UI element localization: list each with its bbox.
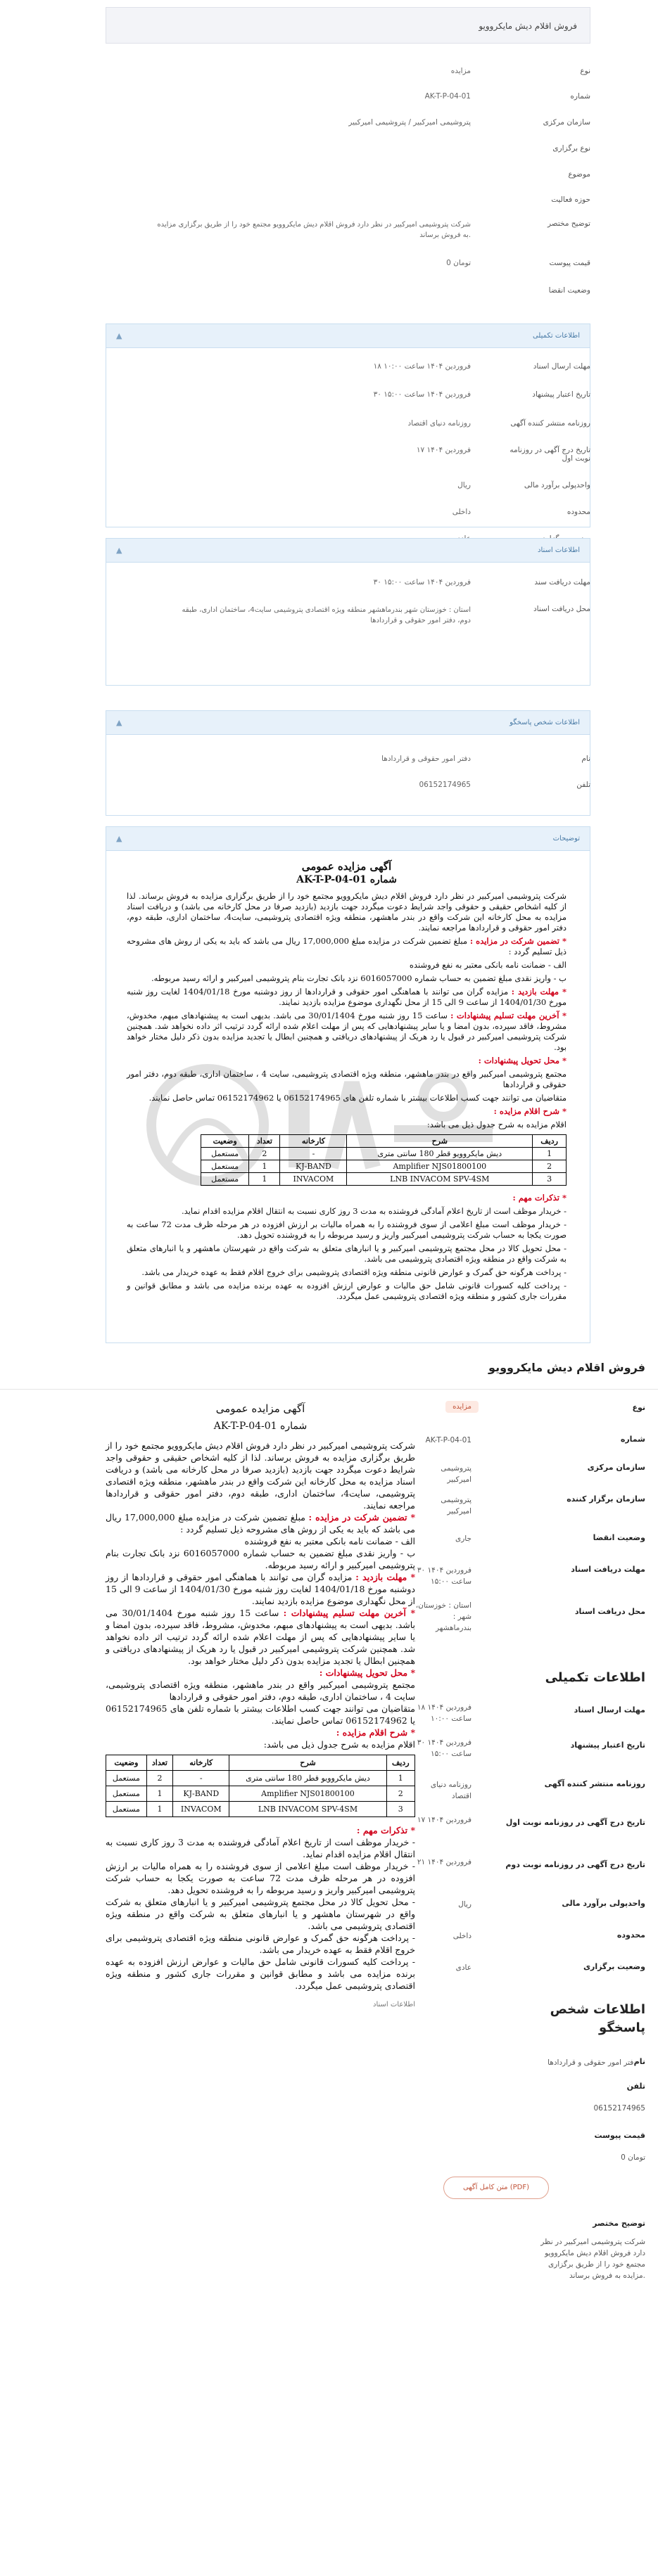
- type-badge: مزایده: [445, 1401, 479, 1413]
- notes-important-title: * تذکرات مهم :: [356, 1825, 415, 1835]
- footer-docs-label: اطلاعات اسناد: [373, 2001, 415, 2008]
- mobile-label: سازمان مرکزی: [587, 1463, 645, 1472]
- place-title: * محل تحویل پیشنهادات :: [319, 1667, 415, 1678]
- chevron-up-icon[interactable]: ▲: [116, 331, 122, 340]
- mobile-value: پتروشیمی امیرکبیر: [441, 1496, 472, 1516]
- page-title: فروش اقلام دیش مایکروویو: [479, 21, 577, 31]
- table-header: کارخانه: [280, 1135, 347, 1148]
- mobile-label: سازمان برگزار کننده: [567, 1494, 645, 1504]
- table-cell: 1: [249, 1173, 280, 1186]
- mobile-value: پتروشیمی امیرکبیر: [441, 1464, 472, 1484]
- table-header: تعداد: [146, 1755, 172, 1771]
- table-cell: 1: [146, 1786, 172, 1802]
- guarantee-text: مبلغ تضمین شرکت در مزایده مبلغ 17,000,000 ریال می باشد که باید به یکی از روش های مشروحه ذیل تسلیم گردد :: [106, 1512, 415, 1534]
- mobile-value: عادی: [455, 1963, 472, 1972]
- mobile-title: فروش اقلام دیش مایکروویو: [488, 1361, 645, 1374]
- table-cell: -: [173, 1771, 229, 1786]
- detail-label: شماره: [570, 92, 590, 101]
- mobile-label: تاریخ درج آگهی در روزنامه نوبت اول: [505, 1818, 645, 1827]
- extra-value: روزنامه دنیای اقتصاد: [407, 419, 471, 428]
- table-cell: 2: [146, 1771, 172, 1786]
- mobile-value: ۱۷ فروردین ۱۴۰۴: [417, 1816, 472, 1824]
- table-cell: 1: [146, 1802, 172, 1817]
- extra-info-title: اطلاعات تکمیلی: [532, 332, 580, 340]
- docs-value: استان : خوزستان شهر بندرماهشهر منطقه ویژه اقتصادی پتروشیمی سایت4، ساختمان اداری، طبقه دوم، دفتر امور حقوقی و قراردادها: [182, 606, 471, 624]
- items-table: [106, 1755, 415, 1817]
- notes-title: توضیحات: [552, 835, 580, 842]
- chevron-up-icon[interactable]: ▲: [116, 718, 122, 727]
- mobile-value: داخلی: [453, 1932, 472, 1940]
- contact-text: متقاضیان می توانند جهت کسب اطلاعات بیشتر با شماره تلفن های 06152174965 یا 06152174962 تماس حاصل نمایند.: [106, 1703, 415, 1726]
- note-item: - پرداخت هرگونه حق گمرک و عوارض قانونی منطقه ویژه اقتصادی پتروشیمی برای خروج اقلام فقط به عهده خریدار می باشد.: [106, 1933, 415, 1955]
- guarantee-b: ب - واریز نقدی مبلغ تضمین به حساب شماره 6016057000 نزد بانک تجارت بنام پتروشیمی امیرکبیر و ارائه رسید مربوطه.: [106, 1548, 415, 1570]
- items-subtitle: اقلام مزایده به شرح جدول ذیل می باشد:: [263, 1739, 415, 1750]
- extra-label: روزنامه منتشر کننده آگهی: [510, 419, 590, 428]
- docs-label: محل دریافت اسناد: [533, 605, 590, 613]
- contact-label: نام: [581, 755, 590, 763]
- table-cell: LNB INVACOM SPV-4SM: [347, 1173, 533, 1186]
- mobile-label: تاریخ درج آگهی در روزنامه نوبت دوم: [505, 1860, 645, 1869]
- note-item: - خریدار موظف است مبلغ اعلامی از سوی فروشنده را به همراه مالیات بر ارزش افزوده در هر مرحله ظرف مدت 72 ساعت به صورت یکجا به حساب شرکت پتروشیمی امیرکبیر واریز و رسید مربوطه را به فروشنده تحویل دهد.: [127, 1219, 567, 1240]
- docs-row: [106, 605, 590, 626]
- detail-row-subject: [106, 170, 590, 181]
- announcement-title: آگهی مزایده عمومی: [215, 1402, 305, 1415]
- table-cell: مستعمل: [106, 1802, 147, 1817]
- table-header: شرح: [229, 1755, 386, 1771]
- mobile-value: دفتر امور حقوقی و قراردادها: [548, 2058, 637, 2067]
- table-header: ردیف: [533, 1135, 567, 1148]
- mobile-extra-title: اطلاعات تکمیلی: [545, 1670, 645, 1685]
- contact-text: متقاضیان می توانند جهت کسب اطلاعات بیشتر با شماره تلفن های 06152174965 یا 06152174962 تماس حاصل نمایند.: [148, 1093, 567, 1103]
- detail-label: نوع برگزاری: [552, 144, 590, 153]
- mobile-label: وضعیت انقضا: [593, 1533, 645, 1542]
- divider: [0, 1389, 658, 1390]
- table-cell: مستعمل: [201, 1173, 249, 1186]
- extra-label: واحدپولی برآورد مالی: [524, 481, 590, 489]
- note-item: - خریدار موظف است مبلغ اعلامی از سوی فروشنده را به همراه مالیات بر ارزش افزوده در هر مرحله ظرف مدت 72 ساعت به صورت یکجا به حساب شرکت پتروشیمی امیرکبیر واریز و رسید مربوطه را به فروشنده تحویل دهد.: [106, 1861, 416, 1895]
- extra-label: تاریخ اعتبار پیشنهاد: [532, 390, 590, 399]
- detail-label: موضوع: [568, 170, 590, 179]
- place-text: مجتمع پتروشیمی امیرکبیر واقع در بندر ماهشهر، منطقه ویژه اقتصادی پتروشیمی، سایت 4 ، ساختمان اداری، طبقه دوم، دفتر امور حقوقی و قراردادها: [127, 1069, 567, 1089]
- detail-label: توضیح مختصر: [547, 219, 590, 228]
- table-cell: LNB INVACOM SPV-4SM: [229, 1802, 386, 1817]
- table-header: تعداد: [249, 1135, 280, 1148]
- detail-label: سازمان مرکزی: [543, 118, 590, 127]
- extra-value: ریال: [457, 481, 471, 489]
- table-cell: دیش مایکروویو قطر 180 سانتی متری: [229, 1771, 386, 1786]
- table-header: شرح: [347, 1135, 533, 1148]
- table-cell: مستعمل: [106, 1786, 147, 1802]
- detail-value: پتروشیمی امیرکبیر / پتروشیمی امیرکبیر: [348, 118, 471, 127]
- detail-row-field: [106, 196, 590, 207]
- detail-row-number: [106, 92, 590, 103]
- docs-header[interactable]: [106, 539, 590, 563]
- table-cell: 2: [386, 1786, 415, 1802]
- table-cell: 2: [249, 1148, 280, 1160]
- detail-label: وضعیت انقضا: [548, 286, 590, 295]
- table-row: [201, 1173, 567, 1186]
- table-header: وضعیت: [106, 1755, 147, 1771]
- visit-text: مزایده گران می توانند با هماهنگی امور حقوقی و قراردادها از روز دوشنبه مورخ 1404/01/18 لغایت روز شنبه مورخ 1404/01/30 از ساعت 9 الی 15 از محل نگهداری موضوع مزایده بازدید نمایند.: [106, 1572, 415, 1606]
- mobile-value: جاری: [455, 1534, 472, 1543]
- note-item: - پرداخت کلیه کسورات قانونی شامل حق مالیات و عوارض ارزش افزوده به عهده برنده مزایده می باشد و مطابق قوانین و مقررات جاری کشور و منطقه ویژه اقتصادی پتروشیمی عمل میگردد.: [127, 1281, 567, 1301]
- detail-value: AK-T-P-04-01: [424, 92, 471, 101]
- place-text: مجتمع پتروشیمی امیرکبیر واقع در بندر ماهشهر، منطقه ویژه اقتصادی پتروشیمی، سایت 4 ، ساختمان اداری، طبقه دوم، دفتر امور حقوقی و قراردادها: [106, 1679, 415, 1702]
- table-cell: 2: [533, 1160, 567, 1173]
- detail-label: حوزه فعالیت: [551, 196, 590, 204]
- docs-label: مهلت دریافت سند: [534, 578, 590, 587]
- extra-label: مهلت ارسال اسناد: [533, 362, 590, 371]
- guarantee-title: * تضمین شرکت در مزایده :: [308, 1512, 415, 1523]
- table-cell: دیش مایکروویو قطر 180 سانتی متری: [347, 1148, 533, 1160]
- guarantee-title: * تضمین شرکت در مزایده :: [469, 936, 567, 946]
- contact-value: 06152174965: [419, 781, 471, 789]
- guarantee-b: ب - واریز نقدی مبلغ تضمین به حساب شماره 6016057000 نزد بانک تجارت بنام پتروشیمی امیرکبیر و ارائه رسید مربوطه.: [151, 973, 567, 983]
- extra-value: ۱۷ فروردین ۱۴۰۴: [416, 446, 471, 454]
- table-header: ردیف: [386, 1755, 415, 1771]
- table-cell: مستعمل: [106, 1771, 147, 1786]
- detail-row-type: [106, 67, 590, 78]
- detail-label: قیمت پیوست: [549, 259, 590, 267]
- table-header: وضعیت: [201, 1135, 249, 1148]
- mobile-contact-title: اطلاعات شخص پاسخگو: [550, 2002, 645, 2035]
- extra-info-header[interactable]: [106, 324, 590, 348]
- guarantee-a: الف - ضمانت نامه بانکی معتبر به نفع فروشنده: [409, 960, 567, 970]
- table-cell: 3: [533, 1173, 567, 1186]
- detail-label: نوع: [580, 67, 590, 75]
- mobile-value: AK-T-P-04-01: [425, 1436, 472, 1444]
- mobile-label: قیمت پیوست: [594, 2131, 645, 2140]
- announcement-intro: شرکت پتروشیمی امیرکبیر در نظر دارد فروش اقلام دیش مایکروویو مجتمع خود را از طریق برگزاری مزایده به فروش برساند. لذا از کلیه اشخاص حقیقی و حقوقی واجد شرایط دعوت میگردد جهت بازدید (بازدید صرفا در محل کارخانه می باشد) و دریافت اسناد مزایده به محل کارخانه این شرکت واقع در بندر ماهشهر، منطقه ویژه اقتصادی پتروشیمی، سایت4، ساختمان اداری، طبقه دوم، دفتر امور حقوقی و قراردادها مراجعه نمایند.: [127, 891, 567, 933]
- extra-value: ۳۰ فروردین ۱۴۰۴ ساعت ۱۵:۰۰: [373, 390, 471, 399]
- mobile-label: نوع: [632, 1403, 645, 1412]
- items-subtitle: اقلام مزایده به شرح جدول ذیل می باشد:: [426, 1120, 567, 1129]
- note-item: - پرداخت کلیه کسورات قانونی شامل حق مالیات و عوارض ارزش افزوده به عهده برنده مزایده می باشد و مطابق قوانین و مقررات جاری کشور و منطقه ویژه اقتصادی پتروشیمی عمل میگردد.: [106, 1956, 415, 1991]
- contact-header[interactable]: [106, 711, 590, 735]
- submit-text: ساعت 15 روز شنبه مورخ 30/01/1404 می باشد. بدیهی است به پیشنهادهای مبهم، مخدوش، مشروط، فاقد سپرده، بدون امضا و یا سایر پیشنهادهایی که پس از مهلت اعلام شده ارائه گردد ترتیب اثر داده نخواهد شد. همچنین شرکت پتروشیمی امیرکبیر در قبول یا رد هریک از پیشنهادهای دریافتی و همچنین ابطال یا تجدید مزایده بدون ذکر دلیل مختار خواهد بود.: [106, 1608, 415, 1666]
- table-cell: مستعمل: [201, 1160, 249, 1173]
- detail-value: شرکت پتروشیمی امیرکبیر در نظر دارد فروش اقلام دیش مایکروویو مجتمع خود را از طریق برگزاری مزایده به فروش برساند.: [157, 221, 471, 239]
- table-header-row: [106, 1755, 415, 1771]
- detail-value: مزایده: [450, 67, 471, 75]
- docs-title: اطلاعات اسناد: [538, 546, 580, 554]
- guarantee-a: الف - ضمانت نامه بانکی معتبر به نفع فروشنده: [244, 1536, 415, 1546]
- mobile-label: توضیح مختصر: [593, 2219, 645, 2228]
- mobile-announcement: [106, 1403, 415, 2011]
- table-cell: Amplifier NJS01800100: [229, 1786, 386, 1802]
- mobile-value: شرکت پتروشیمی امیرکبیر در نظر دارد فروش اقلام دیش مایکروویو مجتمع خود را از طریق برگزاری مزایده به فروش برساند.: [540, 2238, 645, 2280]
- note-item: - محل تحویل کالا در محل مجتمع پتروشیمی امیرکبیر و یا انبارهای متعلق به شرکت واقع در شهرستان ماهشهر و یا انبارهای متعلق به شرکت واقع در منطقه ویژه اقتصادی پتروشیمی می باشد.: [127, 1243, 567, 1264]
- table-cell: مستعمل: [201, 1148, 249, 1160]
- detail-row-org: [106, 118, 590, 129]
- table-cell: 1: [386, 1771, 415, 1786]
- table-cell: 3: [386, 1802, 415, 1817]
- mobile-value: ۳۰ فروردین ۱۴۰۴ ساعت ۱۵:۰۰: [417, 1566, 472, 1586]
- table-row: [106, 1802, 415, 1817]
- table-cell: -: [280, 1148, 347, 1160]
- table-cell: Amplifier NJS01800100: [347, 1160, 533, 1173]
- extra-value: ۱۸ فروردین ۱۴۰۴ ساعت ۱۰:۰۰: [373, 362, 471, 371]
- mobile-label: مهلت ارسال اسناد: [574, 1705, 645, 1715]
- mobile-label: شماره: [620, 1435, 645, 1444]
- note-item: - محل تحویل کالا در محل مجتمع پتروشیمی امیرکبیر و یا انبارهای متعلق به شرکت واقع در شهرستان ماهشهر و یا انبارهای متعلق به شرکت واقع در منطقه ویژه اقتصادی پتروشیمی می باشد.: [106, 1897, 415, 1931]
- mobile-label: نام: [633, 2057, 645, 2066]
- contact-value: دفتر امور حقوقی و قراردادها: [381, 755, 471, 763]
- chevron-up-icon[interactable]: ▲: [116, 546, 122, 555]
- table-cell: INVACOM: [280, 1173, 347, 1186]
- table-row: [106, 1786, 415, 1802]
- table-cell: KJ-BAND: [280, 1160, 347, 1173]
- table-row: [201, 1148, 567, 1160]
- mobile-label: مهلت دریافت اسناد: [571, 1565, 645, 1574]
- mobile-label: واحدپولی برآورد مالی: [562, 1899, 645, 1908]
- notes-important-title: * تذکرات مهم :: [512, 1193, 567, 1203]
- visit-title: * مهلت بازدید :: [355, 1572, 415, 1582]
- mobile-label: محل دریافت اسناد: [574, 1607, 645, 1616]
- extra-label: تاریخ درج آگهی در روزنامه نوبت اول: [510, 446, 590, 463]
- contact-title: اطلاعات شخص پاسخگو: [510, 719, 580, 726]
- note-item: - خریدار موظف است از تاریخ اعلام آمادگی فروشنده به مدت 3 روز کاری نسبت به انتقال اقلام مزایده اقدام نماید.: [182, 1206, 567, 1216]
- mobile-value: استان : خوزستان، شهر : بندرماهشهر: [415, 1601, 472, 1632]
- mobile-value: روزنامه دنیای اقتصاد: [430, 1781, 472, 1800]
- mobile-value: ۳۰ فروردین ۱۴۰۴ ساعت ۱۵:۰۰: [417, 1738, 472, 1758]
- table-cell: 1: [249, 1160, 280, 1173]
- mobile-label: وضعیت برگزاری: [583, 1962, 645, 1971]
- extra-label: محدوده: [567, 508, 590, 516]
- announcement-number: شماره AK-T-P-04-01: [213, 1421, 308, 1432]
- announcement-intro: شرکت پتروشیمی امیرکبیر در نظر دارد فروش اقلام دیش مایکروویو مجتمع خود را از طریق برگزاری مزایده به فروش برساند. لذا از کلیه اشخاص حقیقی و حقوقی واجد شرایط دعوت میگردد جهت بازدید (بازدید صرفا در محل کارخانه می باشد) و دریافت اسناد مزایده به محل کارخانه این شرکت واقع در بندر ماهشهر، منطقه ویژه اقتصادی پتروشیمی، سایت4، ساختمان اداری، طبقه دوم، دفتر امور حقوقی و قراردادها مراجعه نمایند.: [106, 1440, 415, 1511]
- table-cell: KJ-BAND: [173, 1786, 229, 1802]
- detail-row-expiry: [106, 286, 590, 297]
- notes-header[interactable]: [106, 827, 590, 851]
- announcement: [127, 861, 567, 1305]
- detail-row-holding: [106, 144, 590, 155]
- table-cell: INVACOM: [173, 1802, 229, 1817]
- table-row: [201, 1160, 567, 1173]
- guarantee-text: مبلغ تضمین شرکت در مزایده مبلغ 17,000,000 ریال می باشد که باید به یکی از روش های مشروحه ذیل تسلیم گردد :: [127, 936, 567, 956]
- detail-row-summary: [106, 219, 590, 242]
- mobile-value: ریال: [458, 1900, 472, 1909]
- table-header: کارخانه: [173, 1755, 229, 1771]
- table-row: [106, 1771, 415, 1786]
- note-item: - پرداخت هرگونه حق گمرک و عوارض قانونی منطقه ویژه اقتصادی پتروشیمی برای خروج اقلام فقط به عهده خریدار می باشد.: [141, 1267, 567, 1277]
- detail-row-price: [106, 259, 590, 270]
- mobile-label: تلفن: [626, 2082, 645, 2091]
- submit-title: * آخرین مهلت تسلیم پیشنهادات :: [450, 1011, 567, 1020]
- place-title: * محل تحویل پیشنهادات :: [478, 1056, 567, 1065]
- mobile-label: تاریخ اعتبار پیشنهاد: [570, 1741, 645, 1750]
- mobile-value: ۲۱ فروردین ۱۴۰۴: [417, 1858, 472, 1866]
- extra-value: داخلی: [452, 508, 471, 516]
- page-title-bar: [106, 7, 590, 44]
- items-title: * شرح اقلام مزایده :: [336, 1727, 415, 1738]
- mobile-value: 0 تومان: [621, 2153, 645, 2162]
- contact-label: تلفن: [576, 781, 590, 789]
- announcement-title: آگهی مزایده عمومی: [301, 860, 392, 873]
- mobile-label: روزنامه منتشر کننده آگهی: [544, 1779, 645, 1788]
- announcement-number: شماره AK-T-P-04-01: [296, 874, 397, 885]
- visit-text: مزایده گران می توانند با هماهنگی امور حقوقی و قراردادها از روز دوشنبه مورخ 1404/01/18 لغایت روز شنبه مورخ 1404/01/30 از ساعت 9 الی 15 از محل نگهداری موضوع مزایده بازدید نمایند.: [127, 987, 567, 1007]
- submit-title: * آخرین مهلت تسلیم پیشنهادات :: [283, 1608, 415, 1618]
- table-cell: 1: [533, 1148, 567, 1160]
- table-header-row: [201, 1135, 567, 1148]
- contact-card: [106, 710, 590, 816]
- visit-title: * مهلت بازدید :: [511, 987, 567, 997]
- note-item: - خریدار موظف است از تاریخ اعلام آمادگی فروشنده به مدت 3 روز کاری نسبت به انتقال اقلام مزایده اقدام نماید.: [106, 1837, 415, 1859]
- mobile-value: ۱۸ فروردین ۱۴۰۴ ساعت ۱۰:۰۰: [417, 1703, 472, 1723]
- pdf-download-button[interactable]: متن کامل آگهی (PDF): [443, 2177, 549, 2199]
- chevron-up-icon[interactable]: ▲: [116, 834, 122, 843]
- docs-value: ۳۰ فروردین ۱۴۰۴ ساعت ۱۵:۰۰: [373, 578, 471, 587]
- submit-text: ساعت 15 روز شنبه مورخ 30/01/1404 می باشد. بدیهی است به پیشنهادهای مبهم، مخدوش، مشروط، فاقد سپرده، بدون امضا و یا سایر پیشنهادهایی که پس از مهلت اعلام شده ارائه گردد ترتیب اثر داده نخواهد شد. همچنین شرکت پتروشیمی امیرکبیر در قبول یا رد هریک از پیشنهادهای دریافتی و همچنین ابطال یا تجدید مزایده بدون ذکر دلیل مختار خواهد بود.: [127, 1011, 567, 1052]
- items-table: [201, 1134, 567, 1186]
- detail-value: 0 تومان: [446, 259, 471, 267]
- mobile-value: 06152174965: [593, 2104, 645, 2113]
- mobile-label: محدوده: [616, 1930, 645, 1940]
- items-title: * شرح اقلام مزایده :: [493, 1106, 567, 1116]
